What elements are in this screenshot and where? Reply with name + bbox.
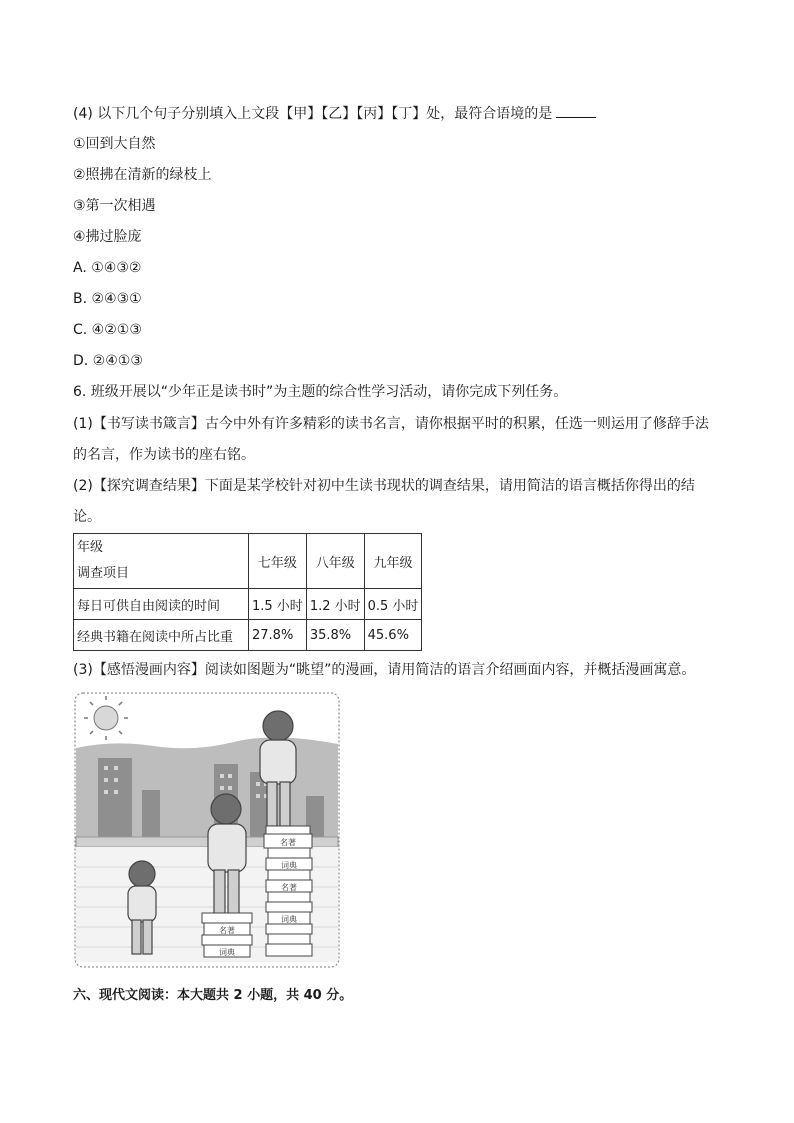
answer-blank [556, 103, 596, 118]
book-label: 名著 [219, 926, 235, 935]
book-label: 词典 [219, 948, 235, 957]
building [98, 758, 132, 842]
q4-option-b: B. ②④③① [73, 291, 142, 307]
q6-task1-line1: (1)【书写读书箴言】古今中外有许多精彩的读书名言，请你根据平时的积累，任选一则运用了修辞手法 [73, 416, 709, 432]
book-stack-small [202, 913, 252, 957]
book [266, 826, 310, 834]
book [268, 848, 310, 858]
table-row [74, 620, 422, 651]
q4-stem-text: (4) 以下几个句子分别填入上文段【甲】【乙】【丙】【丁】处，最符合语境的是 [73, 106, 553, 122]
grade-8-header: 八年级 [306, 534, 364, 589]
grade-7-header: 七年级 [249, 534, 307, 589]
header-item-label: 调查项目 [77, 566, 130, 581]
book-stack-large [264, 826, 312, 956]
row-item-label: 经典书籍在阅读中所占比重 [74, 620, 249, 651]
table-cell: 35.8% [306, 620, 364, 651]
q4-option-a: A. ①④③② [73, 260, 142, 276]
q6-stem: 6. 班级开展以“少年正是读书时”为主题的综合性学习活动，请你完成下列任务。 [73, 384, 568, 400]
book [202, 935, 252, 945]
q4-option-c: C. ④②①③ [73, 322, 142, 338]
q4-option-d: D. ②④①③ [73, 353, 143, 369]
book-label: 名著 [281, 883, 297, 892]
q6-task2-line2: 论。 [73, 509, 101, 525]
book [268, 934, 310, 944]
book [268, 870, 310, 880]
book [266, 944, 312, 956]
book-label: 词典 [281, 915, 297, 924]
q4-sentence-1: ①回到大自然 [73, 136, 156, 152]
q4-sentence-4: ④拂过脸庞 [73, 229, 142, 245]
table-cell: 0.5 小时 [364, 589, 422, 620]
book-label: 名著 [280, 838, 296, 847]
table-cell: 27.8% [249, 620, 307, 651]
table-header-row [74, 534, 422, 589]
q4-stem [73, 103, 596, 124]
row-item-label: 每日可供自由阅读的时间 [74, 589, 249, 620]
table-row [74, 589, 422, 620]
table-cell: 45.6% [364, 620, 422, 651]
section-title: 六、现代文阅读：本大题共 2 小题，共 40 分。 [73, 988, 353, 1003]
building [142, 790, 160, 842]
book [268, 892, 310, 902]
q4-sentence-3: ③第一次相遇 [73, 198, 156, 214]
cartoon-illustration [74, 692, 340, 968]
book [266, 924, 312, 934]
table-cell: 1.2 小时 [306, 589, 364, 620]
q6-task3: (3)【感悟漫画内容】阅读如图题为“眺望”的漫画，请用简洁的语言介绍画面内容，并概括漫画寓意。 [73, 662, 696, 678]
book-label: 词典 [281, 861, 297, 870]
grade-9-header: 九年级 [364, 534, 422, 589]
q4-sentence-2: ②照拂在清新的绿枝上 [73, 167, 212, 183]
book [202, 913, 252, 923]
table-corner-header [74, 534, 249, 589]
table-cell: 1.5 小时 [249, 589, 307, 620]
q6-task1-line2: 的名言，作为读书的座右铭。 [73, 447, 255, 463]
book [266, 902, 312, 912]
q6-task2-line1: (2)【探究调查结果】下面是某学校针对初中生读书现状的调查结果，请用简洁的语言概括你得出的结 [73, 478, 695, 494]
header-grade-label: 年级 [77, 540, 104, 555]
survey-table [73, 533, 422, 651]
